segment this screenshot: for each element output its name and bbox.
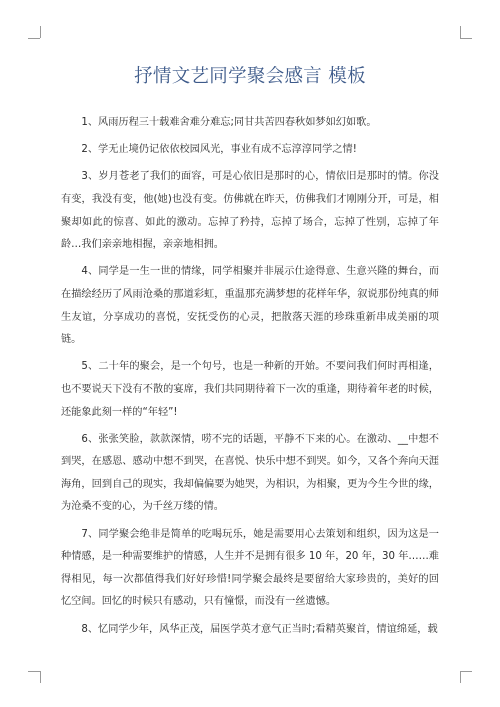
paragraph-1: 1、风雨历程三十载难舍难分难忘;同甘共苦四春秋如梦如幻如歌。 — [81, 117, 377, 128]
paragraph-3: 3、岁月苍老了我们的面容，可是心依旧是那时的心，情依旧是那时的情。你没有变，我没有变，他(她)也没有变。仿佛就在昨天，仿佛我们才刚刚分开，可是，相聚却如此的惊喜、如此的激动。忘掉了矜持，忘掉了场合，忘掉了性别，忘掉了年龄…我们亲亲地相握，亲亲地相拥。 — [61, 171, 439, 251]
paragraph-2: 2、学无止境仍记依依校园风光，事业有成不忘淳淳同学之情! — [81, 144, 357, 156]
paragraph-4: 4、同学是一生一世的情缘，同学相聚并非展示仕途得意、生意兴隆的舞台，而在描绘经历了风雨沧桑的那道彩虹，重温那充满梦想的花样年华，叙说那份纯真的师生友谊，分享成功的喜悦，安抚受伤的心灵，把散落天涯的珍珠重新串成美丽的项链。 — [61, 266, 439, 346]
paragraph-6: 6、张张笑脸，款款深情，唠不完的话题，平静不下来的心。在激动、__中想不到哭，在感恩、感动中想不到哭，在喜悦、快乐中想不到哭。如今，又各个奔向天涯海角，回到自己的现实，我却偏偏要为她哭，为相识，为相聚，更为今生今世的缘，为沧桑不变的心，为千丝万缕的情。 — [61, 433, 439, 513]
document-body — [61, 112, 439, 646]
document-title: 抒情文艺同学聚会感言 模板 — [134, 66, 366, 87]
paragraph-8: 8、忆同学少年，风华正茂，届医学英才意气正当时;看精英聚首，情谊绵延，载 — [81, 623, 438, 635]
paragraph-7: 7、同学聚会绝非是简单的吃喝玩乐，她是需要用心去策划和组织，因为这是一种情感，是一种需要维护的情感，人生并不是拥有很多 10 年，20 年，30 年……难得相见，每一次都值得我们好好珍惜!同学聚会最终是要留给大家珍贵的，美好的回忆空间。回忆的时候只有感动，只有憧憬，而没有一丝遗憾。 — [61, 528, 439, 608]
paragraph-5: 5、二十年的聚会，是一个句号，也是一种新的开始。不要问我们何时再相逢，也不要说天下没有不散的宴席，我们共同期待着下一次的重逢，期待着年老的时候，还能象此刻一样的“年轻”! — [61, 361, 439, 418]
